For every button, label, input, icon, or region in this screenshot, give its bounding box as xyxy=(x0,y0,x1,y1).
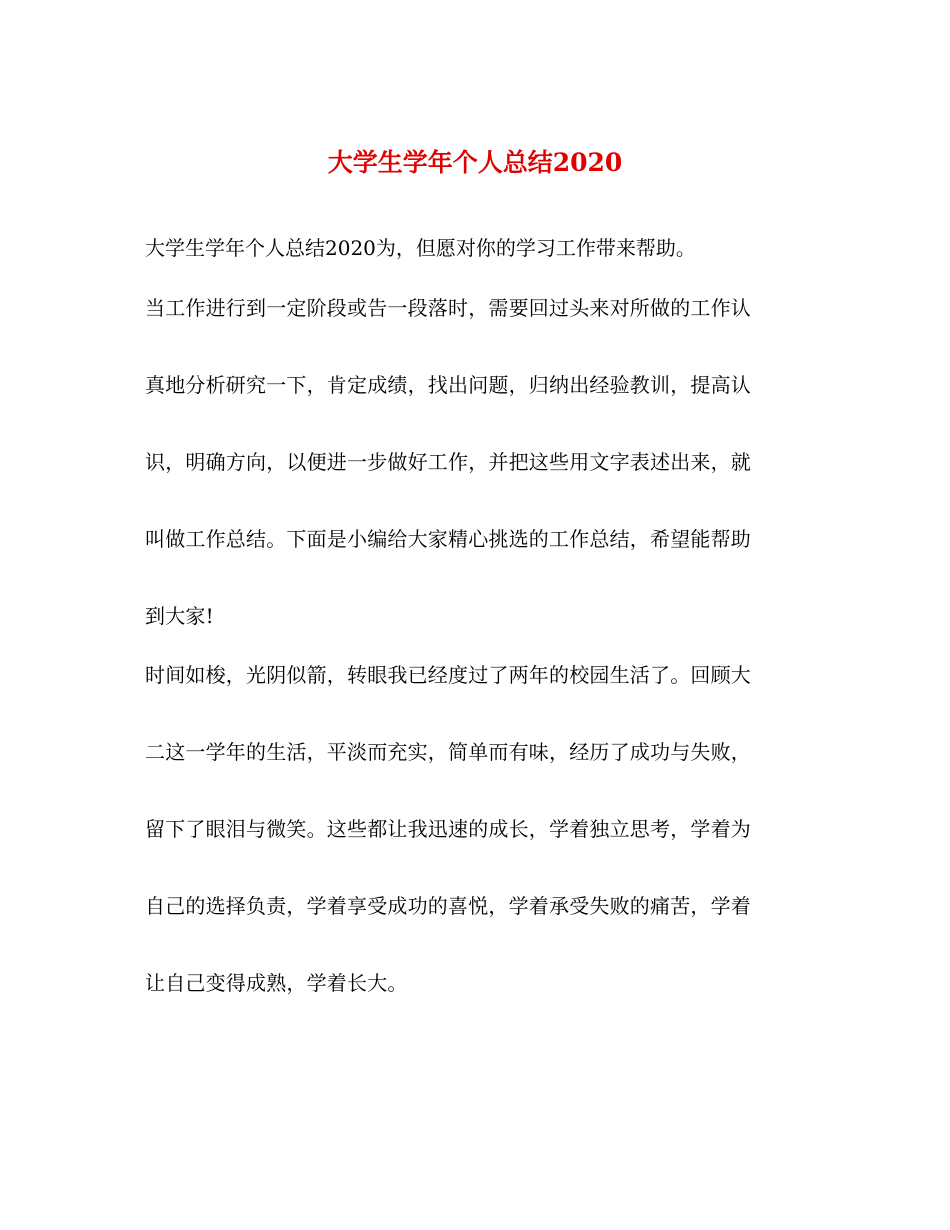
paragraph-line: 让自己变得成熟，学着长大。 xyxy=(145,971,408,995)
intro-line: 大学生学年个人总结2020为，但愿对你的学习工作带来帮助。 xyxy=(145,236,696,260)
document-title: 大学生学年个人总结2020 xyxy=(327,148,623,177)
document-body xyxy=(145,226,800,1005)
paragraph-line: 当工作进行到一定阶段或告一段落时，需要回过头来对所做的工作认 xyxy=(145,296,751,320)
paragraph-line: 到大家! xyxy=(145,604,214,628)
paragraph-line: 识，明确方向，以便进一步做好工作，并把这些用文字表述出来，就 xyxy=(145,450,751,474)
paragraph-line: 二这一学年的生活，平淡而充实，简单而有味，经历了成功与失败， xyxy=(145,740,751,764)
paragraph-2 xyxy=(145,653,800,1005)
paragraph-line: 叫做工作总结。下面是小编给大家精心挑选的工作总结，希望能帮助 xyxy=(145,527,751,551)
paragraph-line: 留下了眼泪与微笑。这些都让我迅速的成长，学着独立思考，学着为 xyxy=(145,817,751,841)
paragraph-line: 真地分析研究一下，肯定成绩，找出问题，归纳出经验教训，提高认 xyxy=(145,373,751,397)
paragraph-line: 时间如梭，光阴似箭，转眼我已经度过了两年的校园生活了。回顾大 xyxy=(145,663,751,687)
paragraph-line: 自己的选择负责，学着享受成功的喜悦，学着承受失败的痛苦，学着 xyxy=(145,894,751,918)
paragraph-1 xyxy=(145,286,800,638)
